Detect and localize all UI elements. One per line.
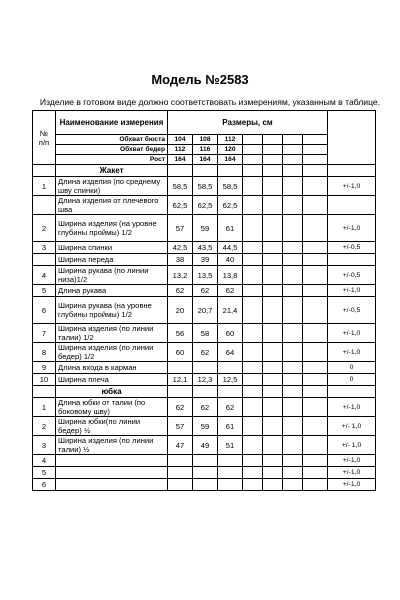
empty-cell xyxy=(33,165,56,177)
empty-cell xyxy=(303,177,328,196)
table-row xyxy=(33,266,376,285)
empty-cell xyxy=(283,145,303,155)
empty-cell xyxy=(303,155,328,165)
empty-cell xyxy=(243,436,263,455)
measurement-name: Ширина юбки(по линии бедер) ½ xyxy=(56,417,168,436)
name-header: Наименование измерения xyxy=(56,111,168,135)
empty-cell xyxy=(243,145,263,155)
empty-cell xyxy=(303,324,328,343)
row-number: 4 xyxy=(33,455,56,467)
size-value: 58,5 xyxy=(218,177,243,196)
size-value: 62,5 xyxy=(218,196,243,215)
measurement-label: Рост xyxy=(56,155,168,165)
size-value xyxy=(218,362,243,374)
empty-cell xyxy=(243,285,263,297)
empty-cell xyxy=(303,479,328,491)
empty-cell xyxy=(328,386,376,398)
table-row xyxy=(33,242,376,254)
measurement-value: 164 xyxy=(168,155,193,165)
row-number: 8 xyxy=(33,343,56,362)
size-value: 43,5 xyxy=(193,242,218,254)
size-value: 59 xyxy=(193,417,218,436)
size-value xyxy=(193,362,218,374)
size-value: 62,5 xyxy=(193,196,218,215)
empty-cell xyxy=(243,196,263,215)
empty-cell xyxy=(243,297,263,324)
row-number: 3 xyxy=(33,242,56,254)
table-row xyxy=(33,177,376,196)
size-value: 38 xyxy=(168,254,193,266)
empty-cell xyxy=(303,254,328,266)
empty-cell xyxy=(263,266,283,285)
empty-cell xyxy=(283,324,303,343)
size-value: 49 xyxy=(193,436,218,455)
size-value xyxy=(168,479,193,491)
empty-cell xyxy=(243,398,263,417)
size-value xyxy=(193,455,218,467)
section-row xyxy=(33,386,376,398)
header-row xyxy=(33,111,376,135)
tolerance-value: +/-0,5 xyxy=(328,242,376,254)
empty-cell xyxy=(263,165,283,177)
size-value: 57 xyxy=(168,215,193,242)
section-row xyxy=(33,165,376,177)
empty-cell xyxy=(303,285,328,297)
size-value: 62 xyxy=(168,398,193,417)
size-value: 59 xyxy=(193,215,218,242)
empty-cell xyxy=(303,196,328,215)
row-number: 5 xyxy=(33,467,56,479)
measurement-name xyxy=(56,479,168,491)
empty-cell xyxy=(168,386,193,398)
empty-cell xyxy=(243,455,263,467)
size-value xyxy=(218,455,243,467)
size-value: 40 xyxy=(218,254,243,266)
page-subtitle: Изделие в готовом виде должно соответствовать измерениям, указанным в таблице. xyxy=(39,97,381,107)
section-title: Жакет xyxy=(56,165,168,177)
size-value: 62 xyxy=(218,285,243,297)
measurement-value: 104 xyxy=(168,135,193,145)
tolerance-value xyxy=(328,254,376,266)
measurement-name: Ширина изделия (по линии талии) 1/2 xyxy=(56,324,168,343)
empty-cell xyxy=(263,479,283,491)
size-value: 61 xyxy=(218,417,243,436)
measurement-value: 164 xyxy=(218,155,243,165)
empty-cell xyxy=(243,177,263,196)
empty-cell xyxy=(283,165,303,177)
table-row xyxy=(33,436,376,455)
num-header-label: № xyxy=(39,128,49,138)
empty-cell xyxy=(263,362,283,374)
empty-cell xyxy=(303,436,328,455)
table-row xyxy=(33,324,376,343)
empty-cell xyxy=(303,386,328,398)
table-row xyxy=(33,297,376,324)
empty-cell xyxy=(193,386,218,398)
empty-cell xyxy=(283,374,303,386)
row-number: 1 xyxy=(33,177,56,196)
empty-cell xyxy=(303,374,328,386)
size-value: 62,5 xyxy=(168,196,193,215)
table-body xyxy=(33,111,376,491)
measurement-name: Длина входа в карман xyxy=(56,362,168,374)
size-value: 42,5 xyxy=(168,242,193,254)
num-header-sublabel: п/п xyxy=(38,137,50,147)
empty-cell xyxy=(303,417,328,436)
empty-cell xyxy=(243,374,263,386)
measurement-name xyxy=(56,455,168,467)
empty-cell xyxy=(303,165,328,177)
empty-cell xyxy=(243,479,263,491)
empty-cell xyxy=(283,386,303,398)
tolerance-value: +/-0,5 xyxy=(328,297,376,324)
table-row xyxy=(33,196,376,215)
measurement-label: Обхват бюста xyxy=(56,135,168,145)
empty-cell xyxy=(303,242,328,254)
empty-cell xyxy=(283,467,303,479)
measurement-row xyxy=(33,145,376,155)
tolerance-value: +/-1,0 xyxy=(328,215,376,242)
row-number: 2 xyxy=(33,417,56,436)
size-value: 20 xyxy=(168,297,193,324)
empty-cell xyxy=(283,215,303,242)
tolerance-value: +/-1,0 xyxy=(328,467,376,479)
empty-cell xyxy=(263,374,283,386)
size-value: 12,3 xyxy=(193,374,218,386)
empty-cell xyxy=(263,285,283,297)
size-value: 20,7 xyxy=(193,297,218,324)
size-value: 57 xyxy=(168,417,193,436)
empty-cell xyxy=(283,436,303,455)
tolerance-value: +/-1,0 xyxy=(328,285,376,297)
empty-cell xyxy=(243,165,263,177)
empty-cell xyxy=(243,417,263,436)
measurement-value: 112 xyxy=(218,135,243,145)
empty-cell xyxy=(283,155,303,165)
measurement-name: Длина рукава xyxy=(56,285,168,297)
empty-cell xyxy=(243,324,263,343)
empty-cell xyxy=(283,285,303,297)
empty-cell xyxy=(263,436,283,455)
page-title: Модель №2583 xyxy=(151,72,249,87)
size-value: 62 xyxy=(218,398,243,417)
row-number: 9 xyxy=(33,362,56,374)
table-row xyxy=(33,455,376,467)
table-row xyxy=(33,398,376,417)
size-value: 64 xyxy=(218,343,243,362)
measurement-name: Ширина изделия (на уровне глубины проймы) 1/2 xyxy=(56,215,168,242)
table-row xyxy=(33,285,376,297)
empty-cell xyxy=(283,343,303,362)
size-value: 12,1 xyxy=(168,374,193,386)
empty-cell xyxy=(243,467,263,479)
tolerance-value: +/-1,0 xyxy=(328,324,376,343)
size-value: 62 xyxy=(193,398,218,417)
table-row xyxy=(33,362,376,374)
empty-cell xyxy=(283,254,303,266)
empty-cell xyxy=(263,455,283,467)
size-value: 21,4 xyxy=(218,297,243,324)
empty-cell xyxy=(243,135,263,145)
measurement-row xyxy=(33,135,376,145)
empty-cell xyxy=(243,386,263,398)
empty-cell xyxy=(263,155,283,165)
empty-cell xyxy=(303,215,328,242)
tolerance-value: +/- 1,0 xyxy=(328,436,376,455)
table-row xyxy=(33,479,376,491)
empty-cell xyxy=(283,242,303,254)
size-value: 12,5 xyxy=(218,374,243,386)
empty-cell xyxy=(263,242,283,254)
measurement-name: Длина изделия от плечевого шва xyxy=(56,196,168,215)
measurement-table xyxy=(32,110,376,491)
measurement-name: Ширина рукава (по линии низа)1/2 xyxy=(56,266,168,285)
empty-cell xyxy=(303,455,328,467)
row-number xyxy=(33,254,56,266)
empty-cell xyxy=(283,177,303,196)
size-value xyxy=(168,362,193,374)
empty-cell xyxy=(303,343,328,362)
table-row xyxy=(33,417,376,436)
row-number: 2 xyxy=(33,215,56,242)
size-value xyxy=(193,479,218,491)
row-number xyxy=(33,196,56,215)
empty-cell xyxy=(283,455,303,467)
measurement-sheet xyxy=(32,110,375,491)
size-value: 13,8 xyxy=(218,266,243,285)
size-value: 62 xyxy=(168,285,193,297)
tolerance-value: +/-1,0 xyxy=(328,398,376,417)
table-row xyxy=(33,343,376,362)
empty-cell xyxy=(243,362,263,374)
measurement-value: 120 xyxy=(218,145,243,155)
row-number: 4 xyxy=(33,266,56,285)
empty-cell xyxy=(303,135,328,145)
size-value: 47 xyxy=(168,436,193,455)
tolerance-value: +/-0,5 xyxy=(328,266,376,285)
measurement-label: Обхват бедер xyxy=(56,145,168,155)
measurement-name xyxy=(56,467,168,479)
size-value: 56 xyxy=(168,324,193,343)
row-number: 5 xyxy=(33,285,56,297)
size-value: 61 xyxy=(218,215,243,242)
table-row xyxy=(33,374,376,386)
measurement-value: 164 xyxy=(193,155,218,165)
measurement-name: Ширина изделия (по линии талии) ½ xyxy=(56,436,168,455)
measurement-value: 116 xyxy=(193,145,218,155)
section-title: юбка xyxy=(56,386,168,398)
tolerance-value: +/-1,0 xyxy=(328,455,376,467)
row-number: 3 xyxy=(33,436,56,455)
empty-cell xyxy=(303,398,328,417)
empty-cell xyxy=(263,215,283,242)
empty-cell xyxy=(263,145,283,155)
empty-cell xyxy=(263,177,283,196)
empty-cell xyxy=(243,254,263,266)
measurement-value: 108 xyxy=(193,135,218,145)
measurement-name: Длина изделия (по среднему шву спинки) xyxy=(56,177,168,196)
empty-cell xyxy=(243,343,263,362)
empty-cell xyxy=(168,165,193,177)
size-value: 13,2 xyxy=(168,266,193,285)
empty-cell xyxy=(303,467,328,479)
size-value xyxy=(193,467,218,479)
empty-cell xyxy=(33,386,56,398)
empty-cell xyxy=(263,196,283,215)
empty-cell xyxy=(263,417,283,436)
measurement-name: Ширина рукава (на уровне глубины проймы) 1/2 xyxy=(56,297,168,324)
size-value: 62 xyxy=(193,343,218,362)
size-value xyxy=(218,467,243,479)
measurement-value: 112 xyxy=(168,145,193,155)
empty-cell xyxy=(193,165,218,177)
sizes-header: Размеры, см xyxy=(168,111,328,135)
size-value: 60 xyxy=(218,324,243,343)
tolerance-value xyxy=(328,196,376,215)
empty-cell xyxy=(243,266,263,285)
size-value: 62 xyxy=(193,285,218,297)
tolerance-value: +/-1,0 xyxy=(328,479,376,491)
tolerance-value: +/-1,0 xyxy=(328,177,376,196)
size-value: 51 xyxy=(218,436,243,455)
empty-cell xyxy=(328,165,376,177)
empty-cell xyxy=(283,398,303,417)
size-value xyxy=(168,467,193,479)
empty-cell xyxy=(243,215,263,242)
num-header xyxy=(33,111,56,165)
empty-cell xyxy=(263,135,283,145)
table-row xyxy=(33,467,376,479)
empty-cell xyxy=(303,297,328,324)
empty-cell xyxy=(243,242,263,254)
size-value: 44,5 xyxy=(218,242,243,254)
table-row xyxy=(33,215,376,242)
tolerance-value: 0 xyxy=(328,374,376,386)
table-row xyxy=(33,254,376,266)
size-value xyxy=(218,479,243,491)
empty-cell xyxy=(218,386,243,398)
measurement-name: Длина юбки от талии (по боковому шву) xyxy=(56,398,168,417)
tolerance-value: +/-1,0 xyxy=(328,343,376,362)
size-value: 60 xyxy=(168,343,193,362)
size-value: 58,5 xyxy=(168,177,193,196)
row-number: 1 xyxy=(33,398,56,417)
size-value: 13,5 xyxy=(193,266,218,285)
tolerance-value: 0 xyxy=(328,362,376,374)
empty-cell xyxy=(283,266,303,285)
measurement-name: Ширина переда xyxy=(56,254,168,266)
size-value: 58,5 xyxy=(193,177,218,196)
size-value: 39 xyxy=(193,254,218,266)
empty-cell xyxy=(263,343,283,362)
empty-cell xyxy=(303,266,328,285)
measurement-name: Ширина спинки xyxy=(56,242,168,254)
empty-cell xyxy=(303,362,328,374)
empty-cell xyxy=(263,386,283,398)
empty-cell xyxy=(263,467,283,479)
empty-cell xyxy=(243,155,263,165)
size-value xyxy=(168,455,193,467)
empty-cell xyxy=(283,135,303,145)
measurement-name: Ширина изделия (по линии бедер) 1/2 xyxy=(56,343,168,362)
empty-cell xyxy=(303,145,328,155)
row-number: 6 xyxy=(33,297,56,324)
empty-cell xyxy=(283,196,303,215)
row-number: 6 xyxy=(33,479,56,491)
row-number: 7 xyxy=(33,324,56,343)
tolerance-header xyxy=(328,111,376,165)
empty-cell xyxy=(263,297,283,324)
empty-cell xyxy=(263,324,283,343)
empty-cell xyxy=(283,362,303,374)
empty-cell xyxy=(263,254,283,266)
empty-cell xyxy=(263,398,283,417)
size-value: 58 xyxy=(193,324,218,343)
measurement-row xyxy=(33,155,376,165)
empty-cell xyxy=(283,297,303,324)
measurement-name: Ширина плеча xyxy=(56,374,168,386)
empty-cell xyxy=(283,479,303,491)
empty-cell xyxy=(218,165,243,177)
row-number: 10 xyxy=(33,374,56,386)
tolerance-value: +/- 1,0 xyxy=(328,417,376,436)
empty-cell xyxy=(283,417,303,436)
